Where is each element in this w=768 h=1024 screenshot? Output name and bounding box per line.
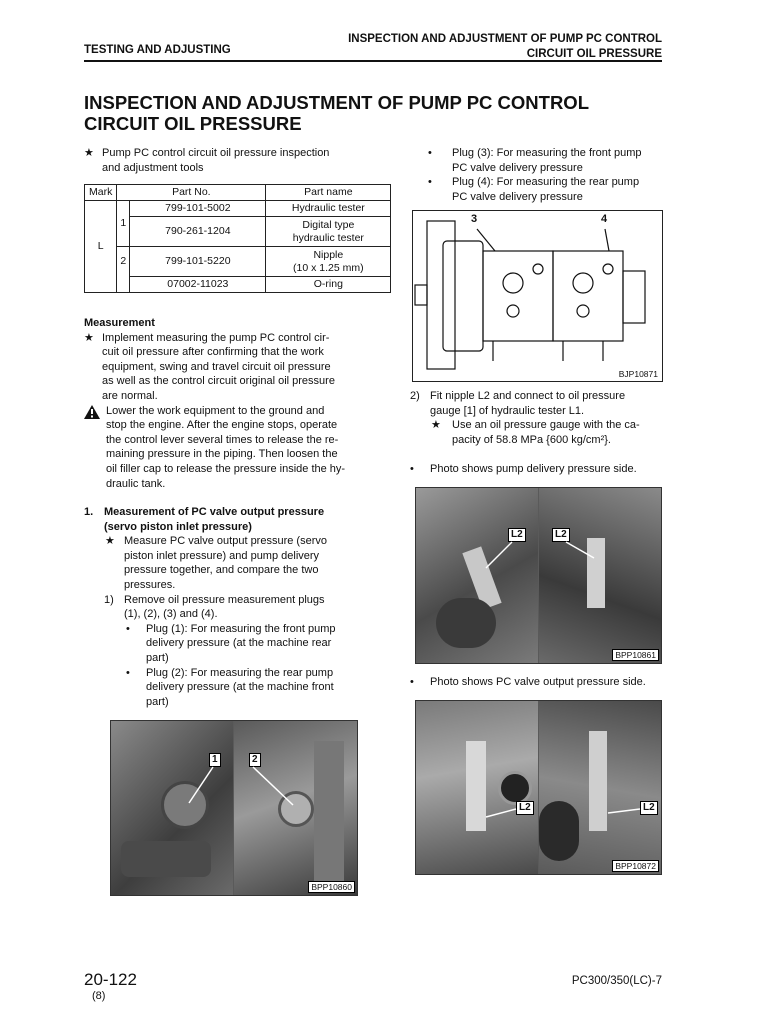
star-icon: ★ bbox=[84, 147, 94, 159]
table-row3-num bbox=[117, 247, 130, 293]
table-header-mark: Mark bbox=[85, 185, 117, 201]
bullet-icon: • bbox=[428, 176, 432, 189]
callout-plug-2: 2 bbox=[249, 753, 261, 767]
warning-line: draulic tank. bbox=[106, 477, 166, 490]
leader-lines bbox=[416, 488, 661, 663]
callout-nipple-l2: L2 bbox=[552, 528, 570, 542]
substep-2-note bbox=[410, 418, 664, 447]
note-line: pressure together, and compare the two bbox=[124, 564, 319, 577]
star-icon: ★ bbox=[84, 331, 94, 344]
title-line1: INSPECTION AND ADJUSTMENT OF PUMP PC CONTROL bbox=[84, 92, 590, 113]
bullet-icon: • bbox=[428, 147, 432, 159]
plug-line: Plug (1): For measuring the front pump bbox=[146, 622, 336, 635]
note-line: piston inlet pressure) and pump delivery bbox=[124, 549, 320, 562]
model-code: PC300/350(LC)-7 bbox=[571, 975, 662, 987]
table-cell-partno: 07002-11023 bbox=[130, 277, 266, 293]
callout-nipple-l2: L2 bbox=[508, 528, 526, 542]
plug-2-note bbox=[84, 666, 359, 710]
measurement-note bbox=[84, 331, 374, 404]
photo-plugs-1-2 bbox=[110, 720, 358, 896]
name-line: Nipple bbox=[313, 248, 344, 261]
diagram-label-plug-3: 3 bbox=[471, 213, 478, 225]
plug-line: PC valve delivery pressure bbox=[452, 190, 583, 203]
table-cell-partname bbox=[266, 217, 391, 247]
warning-icon bbox=[84, 405, 100, 419]
warning-line: the control lever several times to release the re- bbox=[106, 433, 339, 446]
bullet-icon: • bbox=[410, 676, 414, 688]
bullet-icon: • bbox=[126, 622, 130, 635]
table-mark: L bbox=[85, 201, 117, 293]
callout-nipple-l2: L2 bbox=[516, 801, 534, 815]
intro-line2: and adjustment tools bbox=[102, 161, 204, 174]
pump-line-drawing bbox=[413, 211, 662, 381]
header-chapter: TESTING AND ADJUSTING bbox=[84, 44, 231, 56]
callout-plug-1: 1 bbox=[209, 753, 221, 767]
warning-note bbox=[84, 404, 374, 492]
intro-note bbox=[84, 146, 374, 175]
diagram-label-plug-4: 4 bbox=[601, 213, 608, 225]
substep-line: Remove oil pressure measurement plugs bbox=[124, 593, 325, 606]
star-icon: ★ bbox=[431, 419, 441, 432]
header-section-title bbox=[348, 32, 662, 62]
plug-line: PC valve delivery pressure bbox=[452, 161, 583, 174]
header-title-line2: CIRCUIT OIL PRESSURE bbox=[526, 48, 662, 60]
plug-4-note bbox=[426, 175, 666, 204]
plug-1-note bbox=[84, 622, 359, 666]
page-revision: (8) bbox=[92, 990, 106, 1002]
intro-line1: Pump PC control circuit oil pressure inspection bbox=[102, 147, 330, 159]
note-line: are normal. bbox=[102, 389, 158, 402]
plug-line: Plug (2): For measuring the rear pump bbox=[146, 666, 334, 679]
step-title-line: (servo piston inlet pressure) bbox=[104, 520, 252, 533]
table-cell-partname: Hydraulic tester bbox=[266, 201, 391, 217]
leader-lines bbox=[111, 721, 357, 895]
note-line: equipment, swing and travel circuit oil pressure bbox=[102, 360, 331, 373]
step-1 bbox=[84, 505, 359, 709]
photo-pc-valve-output-side bbox=[415, 700, 662, 875]
plug-line: Plug (3): For measuring the front pump bbox=[452, 147, 642, 159]
warning-line: stop the engine. After the engine stops, operate bbox=[106, 419, 338, 432]
table-cell-partname bbox=[266, 247, 391, 277]
tools-table bbox=[84, 184, 391, 293]
name-line: Digital type bbox=[302, 218, 355, 231]
photo-caption-pump-delivery bbox=[410, 462, 664, 477]
substep-2-text bbox=[410, 389, 664, 418]
substep-line: Fit nipple L2 and connect to oil pressure bbox=[430, 390, 626, 402]
header-title-line1: INSPECTION AND ADJUSTMENT OF PUMP PC CONTROL bbox=[348, 33, 662, 45]
substep-line: gauge [1] of hydraulic tester L1. bbox=[430, 404, 585, 417]
note-line: Implement measuring the pump PC control cir- bbox=[102, 331, 330, 344]
note-line: as well as the control circuit original oil pressure bbox=[102, 375, 335, 388]
note-line: pressures. bbox=[124, 578, 176, 591]
note-line: cuit oil pressure after confirming that the work bbox=[102, 346, 324, 359]
note-line: Use an oil pressure gauge with the ca- bbox=[452, 419, 640, 432]
plug-line: Plug (4): For measuring the rear pump bbox=[452, 176, 640, 189]
table-cell-partno: 799-101-5220 bbox=[130, 247, 266, 277]
warning-line: Lower the work equipment to the ground and bbox=[106, 404, 325, 417]
page-title bbox=[84, 92, 644, 134]
photo-caption-pc-valve bbox=[410, 675, 664, 690]
photo-code: BPP10860 bbox=[308, 881, 355, 893]
photo-code: BPP10861 bbox=[612, 649, 659, 661]
title-line2: CIRCUIT OIL PRESSURE bbox=[84, 113, 302, 134]
warning-line: maining pressure in the piping. Then loosen the bbox=[106, 448, 338, 461]
leader-lines bbox=[416, 701, 661, 874]
warning-line: oil filler cap to release the pressure inside the hy- bbox=[106, 462, 346, 475]
step-1-title bbox=[84, 505, 359, 534]
caption-text: Photo shows PC valve output pressure side. bbox=[430, 676, 646, 688]
row-num: 2 bbox=[120, 255, 127, 267]
plugs-3-4-notes bbox=[426, 146, 666, 204]
note-line: pacity of 58.8 MPa {600 kg/cm²}. bbox=[452, 433, 611, 446]
substep-number: 1) bbox=[104, 593, 114, 606]
table-cell-partno: 799-101-5002 bbox=[130, 201, 266, 217]
step-number: 1. bbox=[84, 506, 94, 518]
plug-line: part) bbox=[146, 651, 169, 664]
star-icon: ★ bbox=[105, 535, 115, 548]
plug-line: delivery pressure (at the machine rear bbox=[146, 637, 332, 650]
substep-number: 2) bbox=[410, 390, 420, 402]
table-cell-partname: O-ring bbox=[266, 277, 391, 293]
header-divider bbox=[84, 60, 662, 62]
substep-1 bbox=[84, 593, 359, 622]
substep-line: (1), (2), (3) and (4). bbox=[124, 608, 218, 621]
bullet-icon: • bbox=[410, 463, 414, 475]
substep-2 bbox=[410, 389, 664, 447]
step-1-note bbox=[84, 534, 359, 592]
photo-code: BPP10872 bbox=[612, 860, 659, 872]
plug-3-note bbox=[426, 146, 666, 175]
step-title-line: Measurement of PC valve output pressure bbox=[104, 506, 325, 518]
photo-pump-delivery-side bbox=[415, 487, 662, 664]
plug-line: delivery pressure (at the machine front bbox=[146, 681, 334, 694]
plug-line: part) bbox=[146, 695, 169, 708]
table-row1-num: 1 bbox=[117, 201, 130, 247]
pump-diagram bbox=[412, 210, 663, 382]
bullet-icon: • bbox=[126, 666, 130, 679]
table-cell-partno: 790-261-1204 bbox=[130, 217, 266, 247]
caption-text: Photo shows pump delivery pressure side. bbox=[430, 463, 637, 475]
callout-nipple-l2: L2 bbox=[640, 801, 658, 815]
page-number: 20-122 bbox=[84, 970, 137, 989]
name-line: (10 x 1.25 mm) bbox=[293, 261, 364, 274]
table-header-partname: Part name bbox=[266, 185, 391, 201]
table-header-partno: Part No. bbox=[117, 185, 266, 201]
note-line: Measure PC valve output pressure (servo bbox=[124, 535, 327, 548]
diagram-code: BJP10871 bbox=[618, 369, 658, 379]
name-line: hydraulic tester bbox=[292, 231, 364, 244]
measurement-heading: Measurement bbox=[84, 317, 155, 329]
measurement-section bbox=[84, 316, 374, 491]
